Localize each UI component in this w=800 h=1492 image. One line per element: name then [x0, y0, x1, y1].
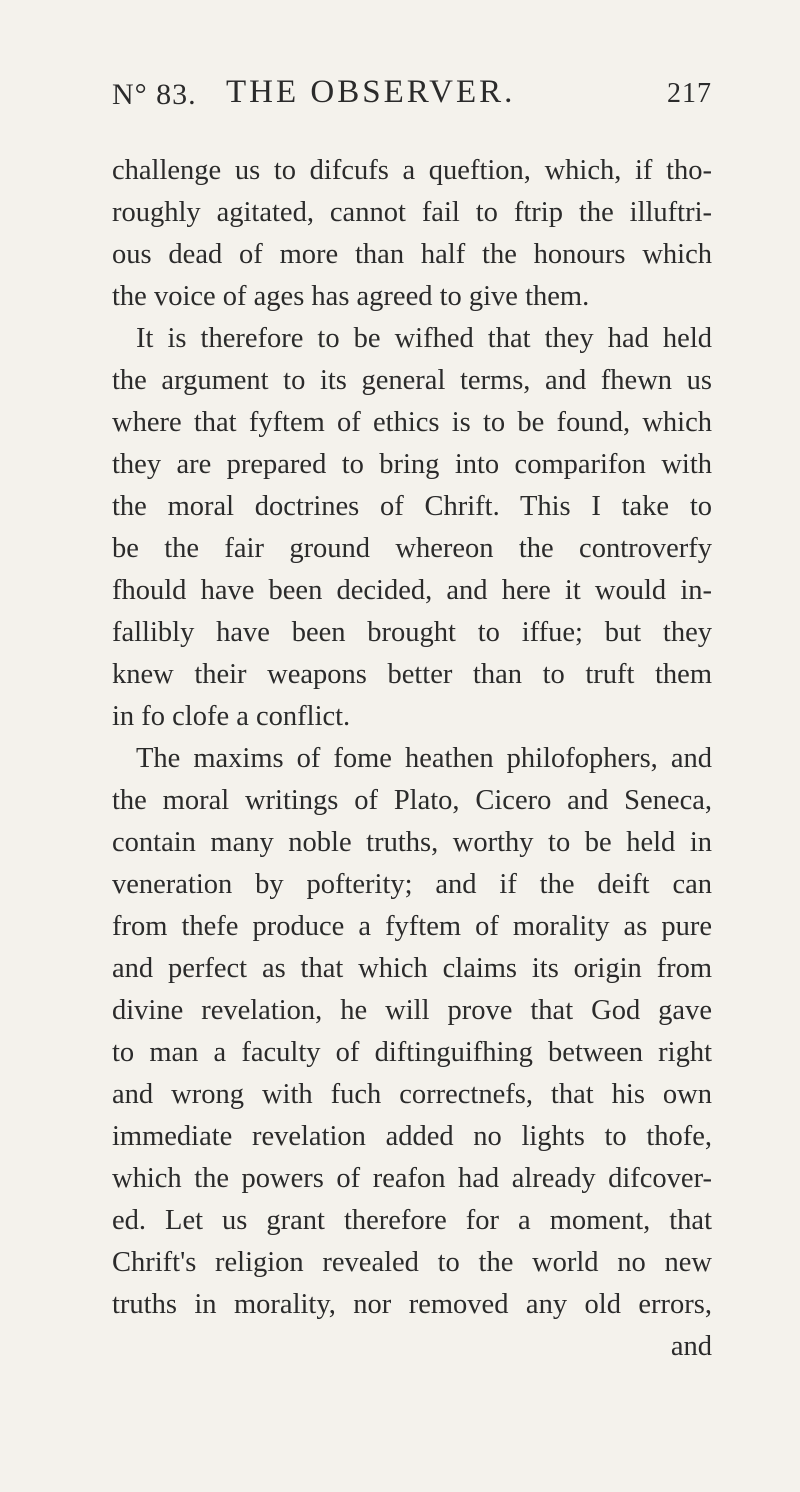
text-line: immediate revelation added no lights to thofe,	[112, 1121, 712, 1152]
text-line: from thefe produce a fyftem of morality as pure	[112, 911, 712, 942]
text-line: knew their weapons better than to truft them	[112, 659, 712, 690]
text-line: divine revelation, he will prove that God gave	[112, 995, 712, 1026]
text-line: ous dead of more than half the honours which	[112, 239, 712, 270]
text-line: It is therefore to be wifhed that they had held	[136, 323, 712, 354]
text-line: fhould have been decided, and here it would in-	[112, 575, 712, 606]
running-title: THE OBSERVER.	[226, 74, 516, 110]
text-line: which the powers of reafon had already difcover-	[112, 1163, 712, 1194]
text-line: roughly agitated, cannot fail to ftrip the illuftri-	[112, 197, 712, 228]
text-line: they are prepared to bring into comparifon with	[112, 449, 712, 480]
text-line: and perfect as that which claims its origin from	[112, 953, 712, 984]
text-line: ed. Let us grant therefore for a moment, that	[112, 1205, 712, 1236]
text-line: fallibly have been brought to iffue; but they	[112, 617, 712, 648]
text-line: challenge us to difcufs a queftion, which, if tho-	[112, 155, 712, 186]
text-line: the voice of ages has agreed to give them.	[112, 281, 590, 312]
catchword: and	[670, 1331, 712, 1362]
text-line: truths in morality, nor removed any old errors,	[112, 1289, 712, 1320]
text-line: be the fair ground whereon the controverfy	[112, 533, 712, 564]
text-line: Chrift's religion revealed to the world no new	[112, 1247, 712, 1278]
text-line: The maxims of fome heathen philofophers, and	[136, 743, 712, 774]
text-line: and wrong with fuch correctnefs, that his own	[112, 1079, 712, 1110]
page-number: 217	[667, 78, 712, 109]
text-line: the moral doctrines of Chrift. This I take to	[112, 491, 712, 522]
body-text	[112, 150, 712, 1368]
issue-number: N° 83.	[112, 78, 197, 111]
text-line: the moral writings of Plato, Cicero and Seneca,	[112, 785, 712, 816]
text-line: veneration by pofterity; and if the deift can	[112, 869, 712, 900]
text-line: the argument to its general terms, and fhewn us	[112, 365, 712, 396]
text-line: in fo clofe a conflict.	[112, 701, 351, 732]
text-line: contain many noble truths, worthy to be held in	[112, 827, 712, 858]
text-line: to man a faculty of diftinguifhing between right	[112, 1037, 712, 1068]
running-header	[112, 72, 712, 122]
text-line: where that fyftem of ethics is to be found, which	[112, 407, 712, 438]
